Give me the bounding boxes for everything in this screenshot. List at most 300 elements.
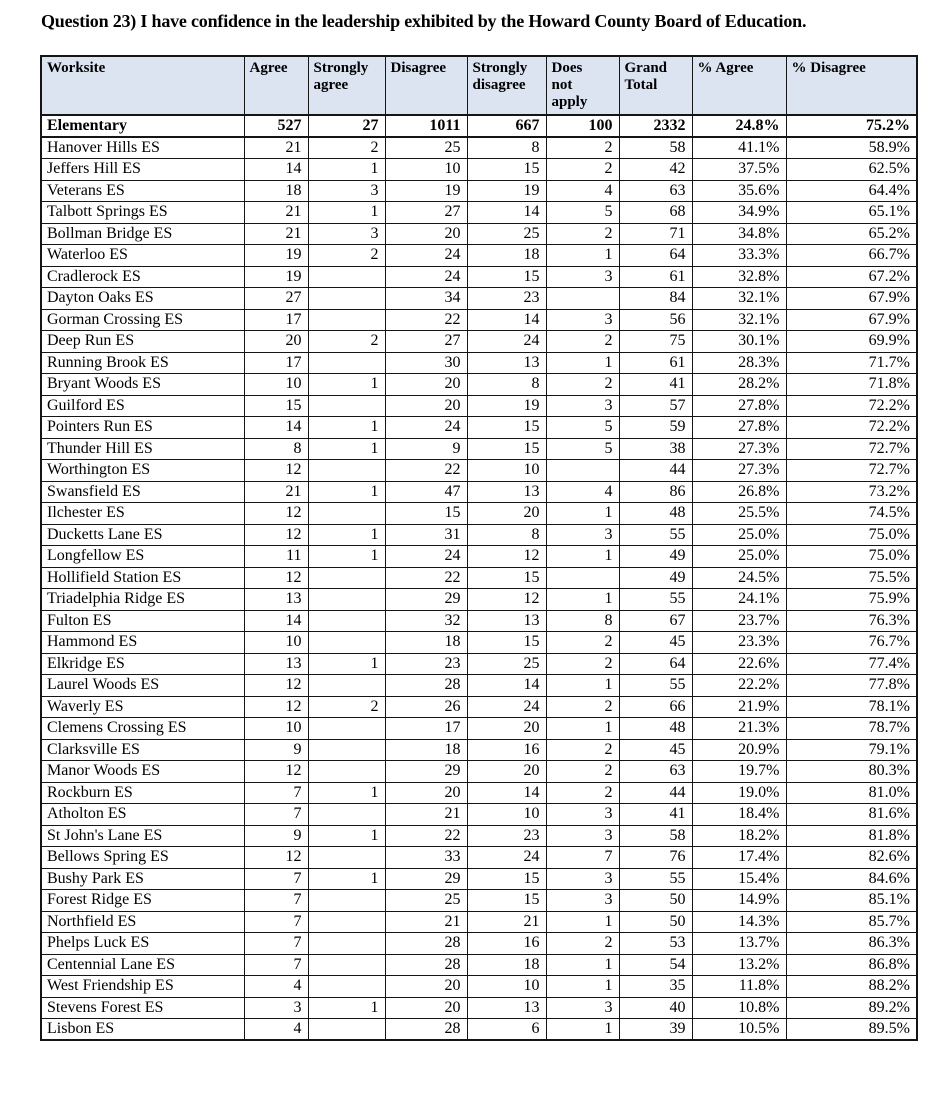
cell-disagree: 29 xyxy=(385,868,467,890)
cell-disagree: 23 xyxy=(385,653,467,675)
cell-grand-total: 55 xyxy=(619,589,692,611)
cell-does-not-apply xyxy=(546,288,619,310)
cell-worksite: Hanover Hills ES xyxy=(41,137,244,159)
cell-does-not-apply xyxy=(546,567,619,589)
cell-agree: 10 xyxy=(244,374,308,396)
cell-does-not-apply: 2 xyxy=(546,632,619,654)
table-row xyxy=(41,1019,917,1041)
table-row xyxy=(41,632,917,654)
cell-grand-total: 45 xyxy=(619,632,692,654)
cell-strongly-agree: 1 xyxy=(308,481,385,503)
cell-grand-total: 84 xyxy=(619,288,692,310)
cell-strongly-agree xyxy=(308,804,385,826)
cell-disagree: 9 xyxy=(385,438,467,460)
cell-disagree: 47 xyxy=(385,481,467,503)
cell-grand-total: 61 xyxy=(619,266,692,288)
cell-strongly-disagree: 18 xyxy=(467,245,546,267)
cell-worksite: Clemens Crossing ES xyxy=(41,718,244,740)
cell-strongly-disagree: 24 xyxy=(467,847,546,869)
cell-does-not-apply: 3 xyxy=(546,524,619,546)
cell-worksite: Guilford ES xyxy=(41,395,244,417)
cell-agree: 14 xyxy=(244,159,308,181)
table-row xyxy=(41,481,917,503)
cell-agree: 25.0% xyxy=(692,546,786,568)
cell-agree: 33.3% xyxy=(692,245,786,267)
cell-disagree: 86.8% xyxy=(786,954,917,976)
cell-does-not-apply: 8 xyxy=(546,610,619,632)
cell-strongly-agree: 1 xyxy=(308,202,385,224)
cell-agree: 3 xyxy=(244,997,308,1019)
cell-disagree: 18 xyxy=(385,739,467,761)
cell-agree: 26.8% xyxy=(692,481,786,503)
cell-strongly-agree xyxy=(308,503,385,525)
cell-agree: 18.2% xyxy=(692,825,786,847)
cell-strongly-agree: 2 xyxy=(308,331,385,353)
table-row xyxy=(41,868,917,890)
cell-agree: 28.2% xyxy=(692,374,786,396)
cell-worksite: Bushy Park ES xyxy=(41,868,244,890)
cell-agree: 10.8% xyxy=(692,997,786,1019)
cell-strongly-disagree: 12 xyxy=(467,589,546,611)
cell-disagree: 69.9% xyxy=(786,331,917,353)
table-row xyxy=(41,954,917,976)
cell-disagree: 76.7% xyxy=(786,632,917,654)
cell-worksite: Waverly ES xyxy=(41,696,244,718)
cell-strongly-agree: 2 xyxy=(308,696,385,718)
cell-disagree: 31 xyxy=(385,524,467,546)
column-header-does-not-apply: Does not apply xyxy=(546,56,619,115)
cell-agree: 27 xyxy=(244,288,308,310)
cell-worksite: Deep Run ES xyxy=(41,331,244,353)
cell-does-not-apply: 1 xyxy=(546,546,619,568)
cell-agree: 12 xyxy=(244,847,308,869)
cell-agree: 34.9% xyxy=(692,202,786,224)
cell-worksite: Clarksville ES xyxy=(41,739,244,761)
cell-strongly-agree: 1 xyxy=(308,653,385,675)
cell-disagree: 28 xyxy=(385,933,467,955)
cell-strongly-agree xyxy=(308,309,385,331)
cell-strongly-disagree: 13 xyxy=(467,481,546,503)
cell-agree: 14 xyxy=(244,417,308,439)
cell-strongly-disagree: 667 xyxy=(467,115,546,137)
cell-agree: 14 xyxy=(244,610,308,632)
table-row xyxy=(41,546,917,568)
cell-agree: 9 xyxy=(244,825,308,847)
cell-disagree: 28 xyxy=(385,675,467,697)
cell-agree: 7 xyxy=(244,911,308,933)
cell-agree: 18.4% xyxy=(692,804,786,826)
cell-disagree: 67.9% xyxy=(786,309,917,331)
cell-disagree: 58.9% xyxy=(786,137,917,159)
cell-strongly-agree xyxy=(308,911,385,933)
cell-agree: 30.1% xyxy=(692,331,786,353)
cell-disagree: 20 xyxy=(385,223,467,245)
cell-worksite: St John's Lane ES xyxy=(41,825,244,847)
cell-grand-total: 58 xyxy=(619,137,692,159)
cell-agree: 15 xyxy=(244,395,308,417)
table-row xyxy=(41,460,917,482)
cell-agree: 7 xyxy=(244,933,308,955)
cell-agree: 12 xyxy=(244,696,308,718)
cell-strongly-agree xyxy=(308,739,385,761)
cell-disagree: 75.9% xyxy=(786,589,917,611)
cell-worksite: Bollman Bridge ES xyxy=(41,223,244,245)
cell-worksite: Atholton ES xyxy=(41,804,244,826)
cell-disagree: 81.0% xyxy=(786,782,917,804)
cell-does-not-apply: 3 xyxy=(546,395,619,417)
cell-grand-total: 61 xyxy=(619,352,692,374)
cell-grand-total: 56 xyxy=(619,309,692,331)
table-row xyxy=(41,288,917,310)
cell-strongly-disagree: 25 xyxy=(467,223,546,245)
cell-grand-total: 55 xyxy=(619,675,692,697)
cell-does-not-apply: 100 xyxy=(546,115,619,137)
cell-disagree: 10 xyxy=(385,159,467,181)
cell-worksite: Stevens Forest ES xyxy=(41,997,244,1019)
cell-grand-total: 50 xyxy=(619,890,692,912)
cell-disagree: 75.0% xyxy=(786,524,917,546)
cell-strongly-agree xyxy=(308,567,385,589)
cell-strongly-agree xyxy=(308,718,385,740)
cell-agree: 37.5% xyxy=(692,159,786,181)
cell-strongly-disagree: 15 xyxy=(467,417,546,439)
cell-strongly-disagree: 20 xyxy=(467,718,546,740)
cell-disagree: 85.7% xyxy=(786,911,917,933)
cell-does-not-apply xyxy=(546,460,619,482)
cell-agree: 12 xyxy=(244,567,308,589)
cell-agree: 11.8% xyxy=(692,976,786,998)
cell-does-not-apply: 1 xyxy=(546,675,619,697)
cell-strongly-agree: 3 xyxy=(308,223,385,245)
cell-agree: 4 xyxy=(244,976,308,998)
cell-disagree: 84.6% xyxy=(786,868,917,890)
table-row xyxy=(41,352,917,374)
cell-grand-total: 71 xyxy=(619,223,692,245)
cell-does-not-apply: 2 xyxy=(546,223,619,245)
cell-worksite: Centennial Lane ES xyxy=(41,954,244,976)
cell-strongly-agree: 1 xyxy=(308,546,385,568)
cell-strongly-disagree: 25 xyxy=(467,653,546,675)
cell-strongly-disagree: 15 xyxy=(467,266,546,288)
cell-disagree: 20 xyxy=(385,395,467,417)
table-row xyxy=(41,739,917,761)
header-row xyxy=(41,56,917,115)
cell-strongly-agree xyxy=(308,610,385,632)
table-row xyxy=(41,976,917,998)
cell-disagree: 78.7% xyxy=(786,718,917,740)
cell-strongly-disagree: 15 xyxy=(467,438,546,460)
cell-strongly-disagree: 24 xyxy=(467,696,546,718)
table-row xyxy=(41,911,917,933)
cell-agree: 8 xyxy=(244,438,308,460)
cell-does-not-apply: 1 xyxy=(546,503,619,525)
cell-grand-total: 64 xyxy=(619,653,692,675)
cell-strongly-agree: 1 xyxy=(308,159,385,181)
cell-disagree: 80.3% xyxy=(786,761,917,783)
cell-disagree: 15 xyxy=(385,503,467,525)
cell-agree: 12 xyxy=(244,761,308,783)
cell-strongly-disagree: 14 xyxy=(467,782,546,804)
summary-row xyxy=(41,115,917,137)
cell-disagree: 22 xyxy=(385,460,467,482)
cell-grand-total: 42 xyxy=(619,159,692,181)
cell-grand-total: 44 xyxy=(619,782,692,804)
cell-grand-total: 35 xyxy=(619,976,692,998)
cell-agree: 27.3% xyxy=(692,460,786,482)
cell-strongly-disagree: 21 xyxy=(467,911,546,933)
cell-strongly-disagree: 8 xyxy=(467,524,546,546)
cell-strongly-disagree: 13 xyxy=(467,610,546,632)
table-row xyxy=(41,309,917,331)
cell-agree: 13 xyxy=(244,589,308,611)
cell-worksite: Running Brook ES xyxy=(41,352,244,374)
cell-does-not-apply: 2 xyxy=(546,331,619,353)
cell-agree: 20.9% xyxy=(692,739,786,761)
cell-grand-total: 50 xyxy=(619,911,692,933)
cell-strongly-agree: 1 xyxy=(308,374,385,396)
cell-does-not-apply: 1 xyxy=(546,245,619,267)
cell-does-not-apply: 5 xyxy=(546,438,619,460)
cell-strongly-agree xyxy=(308,589,385,611)
cell-agree: 19 xyxy=(244,266,308,288)
cell-agree: 32.1% xyxy=(692,309,786,331)
cell-grand-total: 55 xyxy=(619,868,692,890)
cell-does-not-apply: 1 xyxy=(546,352,619,374)
cell-strongly-agree xyxy=(308,266,385,288)
cell-strongly-disagree: 14 xyxy=(467,202,546,224)
cell-strongly-agree: 2 xyxy=(308,137,385,159)
cell-disagree: 26 xyxy=(385,696,467,718)
cell-disagree: 21 xyxy=(385,804,467,826)
cell-worksite: Longfellow ES xyxy=(41,546,244,568)
cell-strongly-agree xyxy=(308,976,385,998)
cell-grand-total: 39 xyxy=(619,1019,692,1041)
table-row xyxy=(41,997,917,1019)
cell-disagree: 81.8% xyxy=(786,825,917,847)
cell-agree: 12 xyxy=(244,460,308,482)
table-row xyxy=(41,589,917,611)
cell-strongly-agree xyxy=(308,395,385,417)
cell-does-not-apply: 3 xyxy=(546,825,619,847)
cell-disagree: 22 xyxy=(385,309,467,331)
cell-strongly-agree xyxy=(308,933,385,955)
cell-disagree: 27 xyxy=(385,202,467,224)
cell-disagree: 24 xyxy=(385,245,467,267)
cell-agree: 12 xyxy=(244,524,308,546)
cell-grand-total: 67 xyxy=(619,610,692,632)
cell-agree: 23.7% xyxy=(692,610,786,632)
table-row xyxy=(41,180,917,202)
cell-disagree: 74.5% xyxy=(786,503,917,525)
table-row xyxy=(41,804,917,826)
cell-grand-total: 48 xyxy=(619,718,692,740)
cell-disagree: 24 xyxy=(385,266,467,288)
cell-grand-total: 41 xyxy=(619,804,692,826)
cell-strongly-agree xyxy=(308,847,385,869)
column-header-strongly-disagree: Strongly disagree xyxy=(467,56,546,115)
cell-agree: 22.2% xyxy=(692,675,786,697)
table-row xyxy=(41,524,917,546)
column-header-worksite: Worksite xyxy=(41,56,244,115)
column-header-agree: Agree xyxy=(244,56,308,115)
cell-strongly-agree xyxy=(308,352,385,374)
cell-worksite: Elementary xyxy=(41,115,244,137)
cell-does-not-apply: 5 xyxy=(546,202,619,224)
cell-strongly-disagree: 19 xyxy=(467,395,546,417)
cell-grand-total: 45 xyxy=(619,739,692,761)
table-row xyxy=(41,331,917,353)
cell-worksite: Northfield ES xyxy=(41,911,244,933)
cell-agree: 25.5% xyxy=(692,503,786,525)
table-row xyxy=(41,696,917,718)
cell-disagree: 66.7% xyxy=(786,245,917,267)
cell-does-not-apply: 3 xyxy=(546,309,619,331)
cell-strongly-agree: 1 xyxy=(308,438,385,460)
cell-does-not-apply: 4 xyxy=(546,481,619,503)
page-title: Question 23) I have confidence in the leadership exhibited by the Howard County Board of Education. xyxy=(41,11,807,31)
cell-strongly-agree: 1 xyxy=(308,825,385,847)
cell-worksite: Lisbon ES xyxy=(41,1019,244,1041)
cell-strongly-disagree: 15 xyxy=(467,567,546,589)
cell-strongly-agree: 27 xyxy=(308,115,385,137)
table-row xyxy=(41,675,917,697)
cell-disagree: 30 xyxy=(385,352,467,374)
cell-disagree: 24 xyxy=(385,417,467,439)
cell-does-not-apply: 3 xyxy=(546,890,619,912)
cell-strongly-disagree: 14 xyxy=(467,309,546,331)
cell-disagree: 88.2% xyxy=(786,976,917,998)
cell-agree: 12 xyxy=(244,675,308,697)
cell-does-not-apply: 4 xyxy=(546,180,619,202)
cell-disagree: 28 xyxy=(385,1019,467,1041)
cell-agree: 23.3% xyxy=(692,632,786,654)
cell-strongly-agree xyxy=(308,761,385,783)
cell-disagree: 18 xyxy=(385,632,467,654)
cell-agree: 41.1% xyxy=(692,137,786,159)
cell-worksite: Cradlerock ES xyxy=(41,266,244,288)
cell-worksite: Bellows Spring ES xyxy=(41,847,244,869)
cell-disagree: 64.4% xyxy=(786,180,917,202)
cell-does-not-apply: 2 xyxy=(546,739,619,761)
cell-strongly-agree xyxy=(308,675,385,697)
cell-disagree: 24 xyxy=(385,546,467,568)
cell-agree: 20 xyxy=(244,331,308,353)
cell-strongly-disagree: 15 xyxy=(467,868,546,890)
cell-does-not-apply: 3 xyxy=(546,266,619,288)
cell-strongly-agree: 1 xyxy=(308,524,385,546)
cell-agree: 21.3% xyxy=(692,718,786,740)
cell-disagree: 72.7% xyxy=(786,460,917,482)
table-row xyxy=(41,438,917,460)
cell-disagree: 20 xyxy=(385,782,467,804)
cell-disagree: 34 xyxy=(385,288,467,310)
cell-agree: 11 xyxy=(244,546,308,568)
cell-grand-total: 63 xyxy=(619,761,692,783)
cell-agree: 34.8% xyxy=(692,223,786,245)
cell-disagree: 76.3% xyxy=(786,610,917,632)
cell-strongly-agree: 1 xyxy=(308,417,385,439)
cell-agree: 19.7% xyxy=(692,761,786,783)
cell-does-not-apply: 1 xyxy=(546,911,619,933)
cell-strongly-disagree: 8 xyxy=(467,137,546,159)
cell-worksite: Bryant Woods ES xyxy=(41,374,244,396)
cell-strongly-agree xyxy=(308,1019,385,1041)
cell-disagree: 28 xyxy=(385,954,467,976)
cell-disagree: 75.5% xyxy=(786,567,917,589)
table-row xyxy=(41,567,917,589)
cell-does-not-apply: 1 xyxy=(546,954,619,976)
cell-disagree: 67.9% xyxy=(786,288,917,310)
cell-strongly-disagree: 6 xyxy=(467,1019,546,1041)
cell-disagree: 21 xyxy=(385,911,467,933)
cell-strongly-disagree: 13 xyxy=(467,997,546,1019)
cell-strongly-agree: 2 xyxy=(308,245,385,267)
cell-strongly-disagree: 20 xyxy=(467,761,546,783)
cell-grand-total: 86 xyxy=(619,481,692,503)
cell-strongly-disagree: 24 xyxy=(467,331,546,353)
table-row xyxy=(41,266,917,288)
cell-grand-total: 57 xyxy=(619,395,692,417)
cell-grand-total: 53 xyxy=(619,933,692,955)
cell-worksite: Worthington ES xyxy=(41,460,244,482)
cell-disagree: 73.2% xyxy=(786,481,917,503)
cell-worksite: Thunder Hill ES xyxy=(41,438,244,460)
cell-disagree: 75.2% xyxy=(786,115,917,137)
table-row xyxy=(41,159,917,181)
cell-agree: 19.0% xyxy=(692,782,786,804)
cell-disagree: 65.2% xyxy=(786,223,917,245)
cell-agree: 7 xyxy=(244,954,308,976)
cell-worksite: Fulton ES xyxy=(41,610,244,632)
cell-strongly-disagree: 12 xyxy=(467,546,546,568)
cell-worksite: Jeffers Hill ES xyxy=(41,159,244,181)
cell-does-not-apply: 3 xyxy=(546,997,619,1019)
cell-worksite: Veterans ES xyxy=(41,180,244,202)
cell-strongly-agree xyxy=(308,890,385,912)
cell-agree: 17 xyxy=(244,352,308,374)
cell-strongly-disagree: 16 xyxy=(467,739,546,761)
column-header-disagree: Disagree xyxy=(385,56,467,115)
cell-disagree: 72.2% xyxy=(786,417,917,439)
cell-strongly-disagree: 20 xyxy=(467,503,546,525)
cell-does-not-apply: 2 xyxy=(546,653,619,675)
cell-agree: 35.6% xyxy=(692,180,786,202)
cell-agree: 21 xyxy=(244,202,308,224)
cell-agree: 14.9% xyxy=(692,890,786,912)
cell-grand-total: 44 xyxy=(619,460,692,482)
cell-worksite: Talbott Springs ES xyxy=(41,202,244,224)
cell-does-not-apply: 1 xyxy=(546,976,619,998)
cell-disagree: 77.8% xyxy=(786,675,917,697)
cell-does-not-apply: 3 xyxy=(546,804,619,826)
cell-disagree: 29 xyxy=(385,589,467,611)
cell-agree: 21 xyxy=(244,137,308,159)
cell-disagree: 71.8% xyxy=(786,374,917,396)
cell-agree: 18 xyxy=(244,180,308,202)
cell-worksite: West Friendship ES xyxy=(41,976,244,998)
cell-worksite: Laurel Woods ES xyxy=(41,675,244,697)
cell-worksite: Waterloo ES xyxy=(41,245,244,267)
cell-grand-total: 63 xyxy=(619,180,692,202)
cell-grand-total: 54 xyxy=(619,954,692,976)
cell-grand-total: 64 xyxy=(619,245,692,267)
cell-disagree: 72.7% xyxy=(786,438,917,460)
cell-agree: 527 xyxy=(244,115,308,137)
cell-grand-total: 76 xyxy=(619,847,692,869)
table-body xyxy=(41,115,917,1040)
cell-agree: 9 xyxy=(244,739,308,761)
cell-worksite: Hammond ES xyxy=(41,632,244,654)
